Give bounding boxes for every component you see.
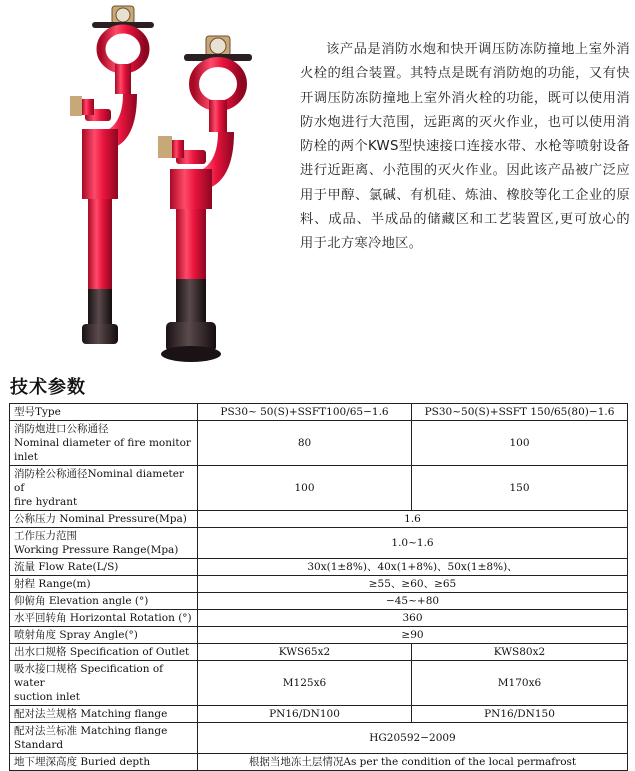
table-cell [10, 466, 198, 511]
hydrant-unit-back [70, 6, 154, 344]
table-cell: 射程 Range(m) [10, 576, 198, 593]
cell-line: 吸水接口规格 Specification of water [14, 663, 164, 689]
table-cell [10, 421, 198, 466]
table-cell: M170x6 [412, 661, 628, 706]
table-row [10, 593, 628, 610]
cell-line: 消防炮进口公称通径 [14, 423, 109, 435]
table-cell: 出水口规格 Specification of Outlet [10, 644, 198, 661]
table-row [10, 404, 628, 421]
table-cell: 型号Type [10, 404, 198, 421]
table-row [10, 559, 628, 576]
cell-line: suction inlet [14, 691, 80, 703]
table-cell [10, 661, 198, 706]
product-description: 该产品是消防水炮和快开调压防冻防撞地上室外消火栓的组合装置。其特点是既有消防炮的功能，又有快开调压防冻防撞地上室外消火栓的功能，既可以使用消防水炮进行大范围，远距离的灭火作业，也可以使用消防栓的两个KWS型快速接口连接水带、水枪等喷射设备进行近距离、小范围的灭火作业。因此该产品被广泛应用于甲醇、氯碱、有机硅、炼油、橡胶等化工企业的原料、成品、半成品的储藏区和工艺装置区,更可放心的用于北方寒冷地区。 [300, 42, 630, 252]
table-cell: HG20592−2009 [198, 723, 628, 754]
table-cell: KWS80x2 [412, 644, 628, 661]
table-cell: PN16/DN100 [198, 706, 412, 723]
fire-monitor-hydrant-image [52, 4, 288, 366]
table-cell: 流量 Flow Rate(L/S) [10, 559, 198, 576]
cell-line: 消防栓公称通径Nominal diameter of [14, 468, 185, 494]
table-cell: 80 [198, 421, 412, 466]
table-row [10, 528, 628, 559]
table-row [10, 421, 628, 466]
table-row [10, 610, 628, 627]
table-row [10, 706, 628, 723]
table-cell: PS30~ 50(S)+SSFT100/65−1.6 [198, 404, 412, 421]
table-row [10, 466, 628, 511]
table-cell [10, 528, 198, 559]
table-cell: 地下埋深高度 Buried depth [10, 754, 198, 771]
table-cell: PS30~50(S)+SSFT 150/65(80)−1.6 [412, 404, 628, 421]
cell-line: fire hydrant [14, 496, 78, 508]
table-cell: KWS65x2 [198, 644, 412, 661]
spec-table [9, 403, 628, 771]
table-row [10, 576, 628, 593]
hydrant-unit-front [158, 36, 252, 362]
table-cell: 1.6 [198, 511, 628, 528]
table-cell: 配对法兰规格 Matching flange [10, 706, 198, 723]
table-cell: ≥90 [198, 627, 628, 644]
table-cell: 仰俯角 Elevation angle (°) [10, 593, 198, 610]
table-cell: −45~+80 [198, 593, 628, 610]
table-row [10, 627, 628, 644]
table-row [10, 511, 628, 528]
table-cell: ≥55、≥60、≥65 [198, 576, 628, 593]
table-cell: 喷射角度 Spray Angle(°) [10, 627, 198, 644]
cell-line: Standard [14, 739, 64, 751]
table-cell: M125x6 [198, 661, 412, 706]
table-cell: PN16/DN150 [412, 706, 628, 723]
table-cell: 100 [412, 421, 628, 466]
table-cell: 根据当地冻土层情况As per the condition of the local permafrost [198, 754, 628, 771]
cell-line: 工作压力范围 [14, 530, 77, 542]
section-title: 技术参数 [10, 377, 86, 398]
cell-line: 配对法兰标准 Matching flange [14, 725, 168, 737]
hero-section [0, 0, 635, 368]
table-cell: 150 [412, 466, 628, 511]
table-row [10, 644, 628, 661]
table-cell: 100 [198, 466, 412, 511]
table-cell: 30x(1±8%)、40x(1+8%)、50x(1±8%)、 [198, 559, 628, 576]
table-row [10, 661, 628, 706]
table-cell: 360 [198, 610, 628, 627]
table-cell: 公称压力 Nominal Pressure(Mpa) [10, 511, 198, 528]
table-cell: 1.0~1.6 [198, 528, 628, 559]
table-cell: 水平回转角 Horizontal Rotation (°) [10, 610, 198, 627]
table-row [10, 754, 628, 771]
cell-line: Working Pressure Range(Mpa) [14, 544, 179, 556]
cell-line: Nominal diameter of fire monitor inlet [14, 437, 191, 463]
